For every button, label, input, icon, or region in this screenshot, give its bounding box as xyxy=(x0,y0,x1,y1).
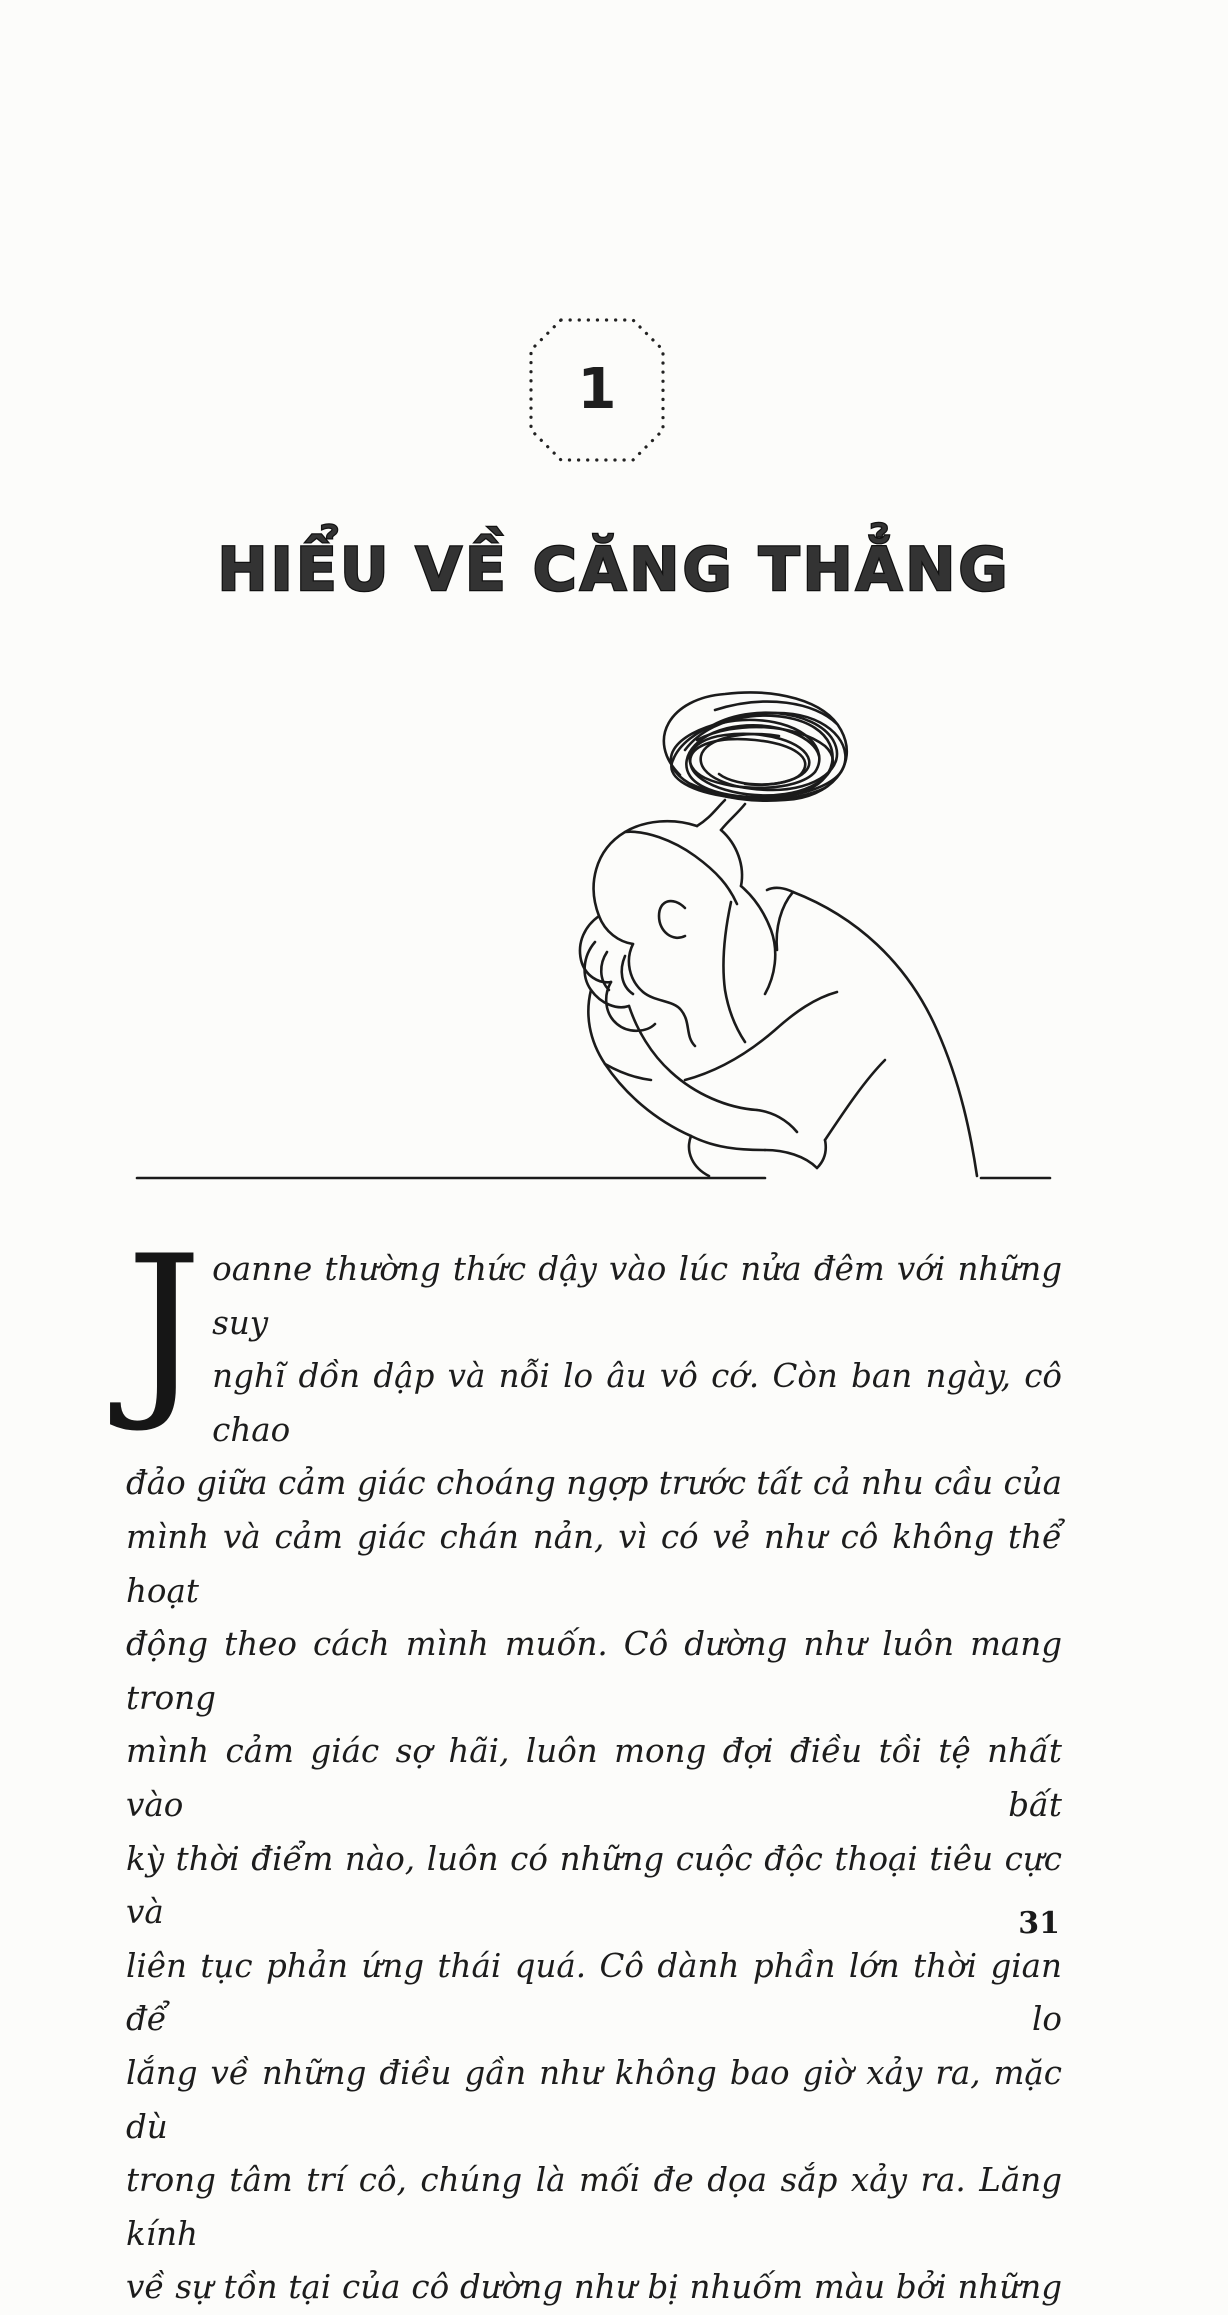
text-line: mình cảm giác sợ hãi, luôn mong đợi điều tồi tệ nhất vào bất xyxy=(126,1732,1062,1824)
text-line: lắng về những điều gần như không bao giờ xảy ra, mặc dù xyxy=(126,2053,1062,2146)
collar xyxy=(741,886,775,994)
text-line: liên tục phản ứng thái quá. Cô dành phần lớn thời gian để lo xyxy=(126,1946,1062,2039)
text-line: kỳ thời điểm nào, luôn có những cuộc độc thoại tiêu cực và xyxy=(126,1839,1062,1932)
scribble-thoughts xyxy=(664,693,847,831)
chapter-number-badge xyxy=(527,316,667,464)
text-line: nghĩ dồn dập và nỗi lo âu vô cớ. Còn ban ngày, cô chao xyxy=(212,1357,1062,1449)
stressed-person-illustration xyxy=(125,680,1060,1185)
text-line: về sự tồn tại của cô dường như bị nhuốm màu bởi những xyxy=(126,2268,1062,2307)
text-line: động theo cách mình muốn. Cô dường như luôn mang trong xyxy=(126,1625,1062,1717)
chapter-number: 1 xyxy=(577,357,617,422)
body-paragraph xyxy=(126,1215,1062,2315)
back-outline xyxy=(793,892,977,1176)
text-line: mình và cảm giác chán nản, vì có vẻ như cô không thể hoạt xyxy=(126,1517,1062,1610)
text-line: đảo giữa cảm giác choáng ngợp trước tất cả nhu cầu của xyxy=(126,1464,1062,1503)
head-outline xyxy=(594,821,697,944)
page-number: 31 xyxy=(1018,1906,1060,1941)
ear xyxy=(659,901,685,938)
text-line: oanne thường thức dậy vào lúc nửa đêm với những suy xyxy=(212,1250,1062,1342)
chapter-title: HIỂU VỀ CĂNG THẲNG xyxy=(217,535,1011,605)
drop-cap: J xyxy=(126,1215,203,1436)
text-line: trong tâm trí cô, chúng là mối đe dọa sắp xảy ra. Lăng kính xyxy=(126,2161,1062,2253)
